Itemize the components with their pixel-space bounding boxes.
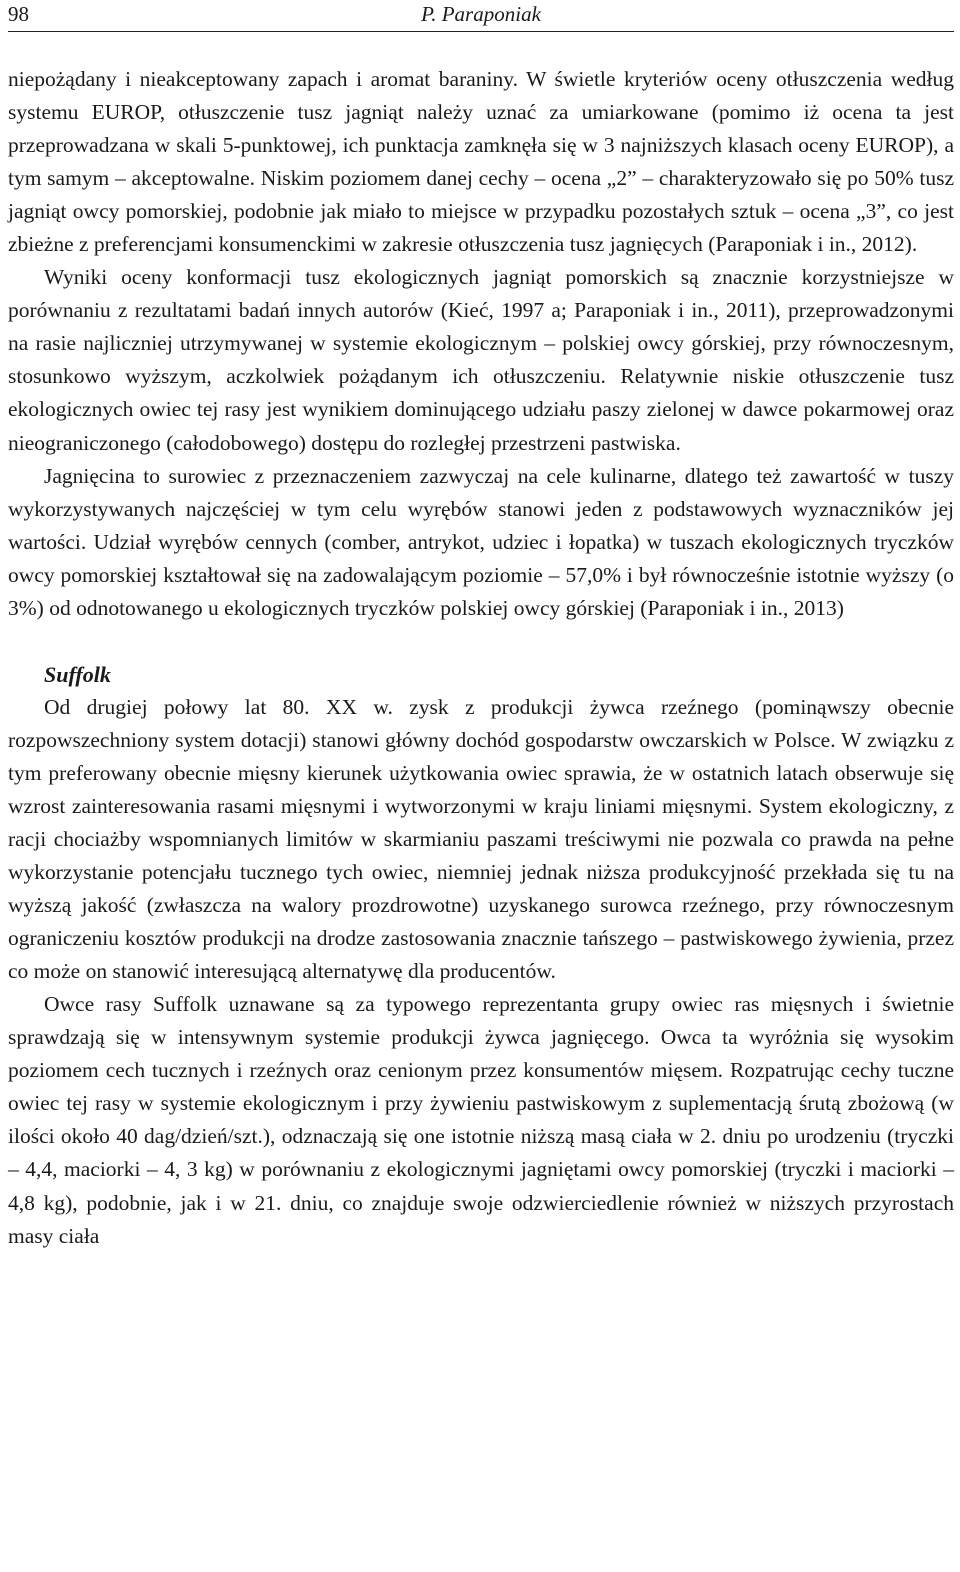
section-heading: Suffolk [44,661,111,687]
page-number: 98 [8,2,29,26]
body-text [8,63,954,1253]
running-author: P. Paraponiak [421,2,541,26]
paragraph: niepożądany i nieakceptowany zapach i aromat baraniny. W świetle kryteriów oceny otłuszczenia według systemu EUROP, otłuszczenie tusz jagniąt należy uznać za umiarkowane (pomimo iż ocena ta jest przeprowadzana w skali 5-punktowej, ich punktacja zamknęła się w 3 najniższych klasach oceny EUROP), a tym samym – akceptowalne. Niskim poziomem danej cechy – ocena „2” – charakteryzowało się po 50% tusz jagniąt owcy pomorskiej, podobnie jak miało to miejsce w przypadku pozostałych sztuk – ocena „3”, co jest zbieżne z preferencjami konsumenckimi w zakresie otłuszczenia tusz jagnięcych (Paraponiak i in., 2012). [8,67,954,257]
paragraph: Od drugiej połowy lat 80. XX w. zysk z produkcji żywca rzeźnego (pominąwszy obecnie rozpowszechniony system dotacji) stanowi główny dochód gospodarstw owczarskich w Polsce. W związku z tym preferowany obecnie mięsny kierunek użytkowania owiec sprawia, że w ostatnich latach obserwuje się wzrost zainteresowania rasami mięsnymi i wytworzonymi w kraju liniami mięsnymi. System ekologiczny, z racji chociażby wspomnianych limitów w skarmianiu paszami treściwymi nie pozwala co prawda na pełne wykorzystanie potencjału tucznego tych owiec, niemniej jednak niższa produkcyjność przekłada się tu na wyższą jakość (zwłaszcza na walory prozdrowotne) uzyskanego surowca rzeźnego, przy równoczesnym ograniczeniu kosztów produkcji na drodze zastosowania znacznie tańszego – pastwiskowego żywienia, przez co może on stanowić interesującą alternatywę dla producentów. [8,694,954,984]
section-spacer [8,625,954,658]
paragraph: Jagnięcina to surowiec z przeznaczeniem zazwyczaj na cele kulinarne, dlatego też zawartość w tuszy wykorzystywanych najczęściej w tym celu wyrębów stanowi jeden z podstawowych wyznaczników jej wartości. Udział wyrębów cennych (comber, antrykot, udziec i łopatka) w tuszach ekologicznych tryczków owcy pomorskiej kształtował się na zadowalającym poziomie – 57,0% i był równocześnie istotnie wyższy (o 3%) od odnotowanego u ekologicznych tryczków polskiej owcy górskiej (Paraponiak i in., 2013) [8,463,954,620]
document-page [8,0,954,1572]
running-header [8,0,954,32]
paragraph: Owce rasy Suffolk uznawane są za typowego reprezentanta grupy owiec ras mięsnych i świetnie sprawdzają się w intensywnym systemie produkcji żywca jagnięcego. Owca ta wyróżnia się wysokim poziomem cech tucznych i rzeźnych oraz cenionym przez konsumentów mięsem. Rozpatrując cechy tuczne owiec tej rasy w systemie ekologicznym i przy żywieniu pastwiskowym z suplementacją śrutą zbożową (w ilości około 40 dag/dzień/szt.), odznaczają się one istotnie niższą masą ciała w 2. dniu po urodzeniu (tryczki – 4,4, maciorki – 4, 3 kg) w porównaniu z ekologicznymi jagniętami owcy pomorskiej (tryczki i maciorki – 4,8 kg), podobnie, jak i w 21. dniu, co znajduje swoje odzwierciedlenie również w niższych przyrostach masy ciała [8,992,954,1248]
paragraph: Wyniki oceny konformacji tusz ekologicznych jagniąt pomorskich są znacznie korzystniejsze w porównaniu z rezultatami badań innych autorów (Kieć, 1997 a; Paraponiak i in., 2011), przeprowadzonymi na rasie najliczniej utrzymywanej w systemie ekologicznym – polskiej owcy górskiej, przy równoczesnym, stosunkowo wyższym, aczkolwiek pożądanym ich otłuszczeniu. Relatywnie niskie otłuszczenie tusz ekologicznych owiec tej rasy jest wynikiem dominującego udziału paszy zielonej w dawce pokarmowej oraz nieograniczonego (całodobowego) dostępu do rozległej przestrzeni pastwiska. [8,265,954,455]
